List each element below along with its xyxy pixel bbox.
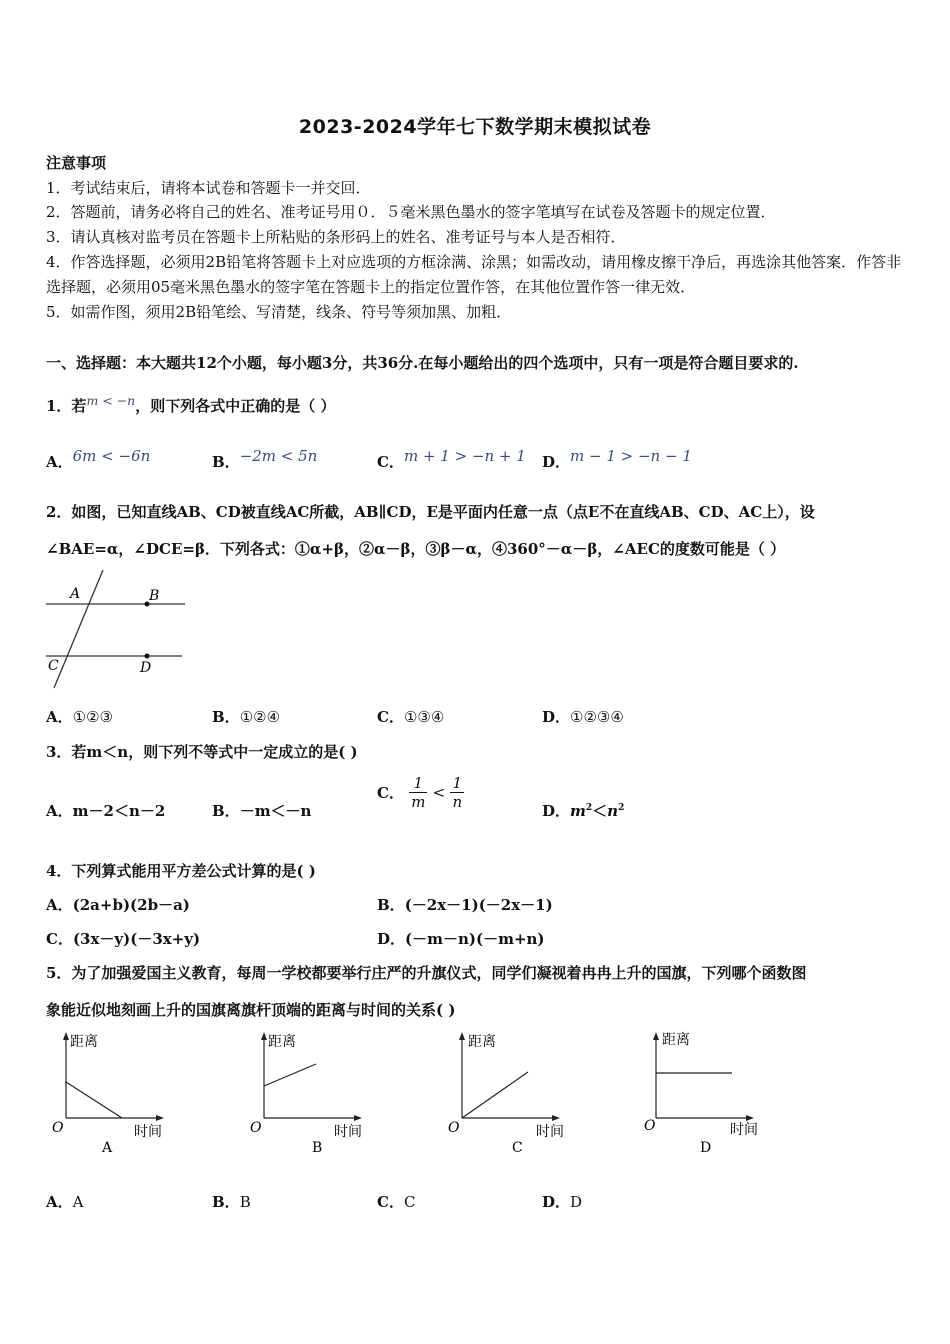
notice-item-5: 5．如需作图，须用2B铅笔绘、写清楚，线条、符号等须加黑、加粗． bbox=[46, 303, 512, 321]
numerator: 1 bbox=[409, 774, 427, 793]
q3-option-a[interactable] bbox=[46, 800, 165, 821]
question-2-line-1: 2．如图，已知直线AB、CD被直线AC所截，AB∥CD，E是平面内任意一点（点E不在直线AB、CD、AC上），设 bbox=[46, 503, 815, 521]
fraction-1-over-m bbox=[409, 774, 427, 811]
q2-option-a[interactable] bbox=[46, 706, 113, 727]
origin-label: O bbox=[250, 1120, 262, 1136]
origin-label: O bbox=[644, 1118, 656, 1134]
option-label: B． bbox=[212, 802, 240, 820]
option-label: A． bbox=[46, 453, 73, 471]
option-label: A． bbox=[46, 896, 73, 914]
label-d: D bbox=[140, 660, 152, 676]
option-label: C． bbox=[377, 1193, 404, 1211]
fraction-1-over-n bbox=[450, 774, 464, 811]
q5-option-d[interactable] bbox=[542, 1191, 582, 1212]
graph-c-curve bbox=[462, 1072, 528, 1118]
origin-label: O bbox=[448, 1120, 460, 1136]
option-label: B． bbox=[212, 708, 240, 726]
graph-d bbox=[636, 1026, 766, 1156]
x-axis-label: 时间 bbox=[134, 1124, 162, 1140]
x-axis-label: 时间 bbox=[730, 1122, 758, 1138]
q5-option-b[interactable] bbox=[212, 1191, 251, 1212]
question-1-stem bbox=[46, 388, 916, 419]
question-1-suffix: ，则下列各式中正确的是（ ） bbox=[135, 397, 336, 415]
q3-option-c[interactable] bbox=[377, 774, 464, 811]
q3-option-b[interactable] bbox=[212, 800, 311, 821]
option-label: C． bbox=[377, 784, 404, 802]
question-5-line-1: 5．为了加强爱国主义教育，每周一学校都要举行庄严的升旗仪式，同学们凝视着冉冉上升的国旗，下列哪个函数图 bbox=[46, 964, 807, 982]
question-4-stem: 4．下列算式能用平方差公式计算的是( ) bbox=[46, 862, 316, 880]
q2-option-d[interactable] bbox=[542, 706, 624, 727]
q4-option-b[interactable] bbox=[377, 894, 553, 915]
graph-a bbox=[46, 1026, 176, 1156]
option-label: C． bbox=[377, 453, 404, 471]
option-text: (2a+b)(2b－a) bbox=[72, 896, 190, 914]
x-axis-label: 时间 bbox=[334, 1124, 362, 1140]
q3-option-d[interactable] bbox=[542, 800, 624, 821]
option-expr: m + 1 > −n + 1 bbox=[403, 447, 526, 465]
page-title: 2023-2024学年七下数学期末模拟试卷 bbox=[298, 116, 652, 138]
option-label: D． bbox=[542, 453, 571, 471]
q4-option-a[interactable] bbox=[46, 894, 190, 915]
section-heading: 一、选择题：本大题共12个小题，每小题3分，共36分.在每小题给出的四个选项中，只有一项是符合题目要求的. bbox=[46, 354, 799, 372]
option-text: ①③④ bbox=[403, 708, 445, 726]
option-text: ①②③④ bbox=[570, 708, 624, 726]
question-1-prefix: 1．若 bbox=[46, 397, 87, 415]
option-label: D． bbox=[377, 930, 406, 948]
option-label: C． bbox=[377, 708, 404, 726]
q4-option-d[interactable] bbox=[377, 928, 545, 949]
y-axis-label: 距离 bbox=[468, 1034, 496, 1050]
question-2-figure bbox=[40, 566, 190, 692]
q4-option-c[interactable] bbox=[46, 928, 200, 949]
option-expr: −2m < 5n bbox=[239, 447, 318, 465]
graph-c bbox=[442, 1026, 572, 1156]
graph-caption: A bbox=[102, 1140, 113, 1156]
option-label: A． bbox=[46, 1193, 73, 1211]
point-d bbox=[145, 654, 150, 659]
q1-option-c[interactable] bbox=[377, 447, 526, 472]
option-label: C． bbox=[46, 930, 73, 948]
option-label: B． bbox=[212, 453, 240, 471]
label-b: B bbox=[149, 588, 160, 604]
q1-option-a[interactable] bbox=[46, 447, 150, 472]
option-text: －m＜－n bbox=[239, 802, 312, 820]
option-label: D． bbox=[542, 708, 571, 726]
option-expr: 6m < −6n bbox=[72, 447, 151, 465]
option-text: A bbox=[72, 1193, 84, 1211]
q2-option-c[interactable] bbox=[377, 706, 444, 727]
option-label: B． bbox=[212, 1193, 240, 1211]
denominator: m bbox=[411, 793, 426, 811]
y-axis-label: 距离 bbox=[662, 1032, 690, 1048]
y-axis-label: 距离 bbox=[70, 1034, 98, 1050]
q2-option-b[interactable] bbox=[212, 706, 280, 727]
q5-option-a[interactable] bbox=[46, 1191, 83, 1212]
option-text: (3x－y)(－3x+y) bbox=[72, 930, 201, 948]
label-c: C bbox=[48, 658, 59, 674]
notice-item-4: 4．作答选择题，必须用2B铅笔将答题卡上对应选项的方框涂满、涂黑；如需改动，请用橡皮擦干净后，再选涂其他答案．作答非选择题，必须用05毫米黑色墨水的签字笔在答题卡上的指定位置作答，在其他位置作答一律无效． bbox=[46, 253, 902, 296]
label-a: A bbox=[70, 586, 81, 602]
relation: ＜ bbox=[592, 802, 608, 820]
option-text: (－m－n)(－m+n) bbox=[405, 930, 545, 948]
question-3-stem: 3．若m＜n，则下列不等式中一定成立的是( ) bbox=[46, 743, 358, 761]
graph-caption: D bbox=[700, 1140, 712, 1156]
option-text: (－2x－1)(－2x－1) bbox=[404, 896, 553, 914]
x-axis-label: 时间 bbox=[536, 1124, 564, 1140]
q1-option-d[interactable] bbox=[542, 447, 692, 472]
option-label: D． bbox=[542, 1193, 571, 1211]
notice-heading: 注意事项 bbox=[46, 154, 107, 172]
q1-option-b[interactable] bbox=[212, 447, 317, 472]
graph-caption: B bbox=[312, 1140, 323, 1156]
relation: < bbox=[432, 783, 446, 802]
option-text: C bbox=[403, 1193, 416, 1211]
option-text: ①②④ bbox=[239, 708, 281, 726]
question-5-line-2: 象能近似地刻画上升的国旗离旗杆顶端的距离与时间的关系( ) bbox=[46, 1001, 456, 1019]
option-text: D bbox=[570, 1193, 583, 1211]
option-text: B bbox=[239, 1193, 251, 1211]
exponent: 2 bbox=[585, 803, 593, 813]
option-text: ①②③ bbox=[72, 708, 113, 726]
option-label: A． bbox=[46, 708, 73, 726]
option-label: A． bbox=[46, 802, 73, 820]
option-label: D． bbox=[542, 802, 571, 820]
denominator: n bbox=[452, 793, 463, 811]
option-text: m－2＜n－2 bbox=[72, 802, 166, 820]
question-1-condition: m < −n bbox=[86, 393, 136, 408]
graph-caption: C bbox=[512, 1140, 523, 1156]
y-axis-label: 距离 bbox=[268, 1034, 296, 1050]
graph-b bbox=[244, 1026, 374, 1156]
notice-item-2: 2．答题前，请务必将自己的姓名、准考证号用０．５毫米黑色墨水的签字笔填写在试卷及答题卡的规定位置． bbox=[46, 203, 776, 221]
base-n: n bbox=[607, 802, 619, 820]
q5-option-c[interactable] bbox=[377, 1191, 415, 1212]
notice-item-1: 1．考试结束后，请将本试卷和答题卡一并交回． bbox=[46, 179, 371, 197]
graph-b-curve bbox=[264, 1064, 316, 1086]
question-2-line-2: ∠BAE=α，∠DCE=β．下列各式：①α+β，②α－β，③β－α，④360°－α－β，∠AEC的度数可能是（ ） bbox=[46, 540, 786, 558]
option-expr: m − 1 > −n − 1 bbox=[570, 447, 692, 465]
notice-item-3: 3．请认真核对监考员在答题卡上所粘贴的条形码上的姓名、准考证号与本人是否相符． bbox=[46, 228, 626, 246]
base-m: m bbox=[570, 802, 586, 820]
origin-label: O bbox=[52, 1120, 64, 1136]
graph-a-curve bbox=[66, 1082, 122, 1118]
option-label: B． bbox=[377, 896, 405, 914]
numerator: 1 bbox=[450, 774, 464, 793]
exponent: 2 bbox=[618, 803, 625, 813]
